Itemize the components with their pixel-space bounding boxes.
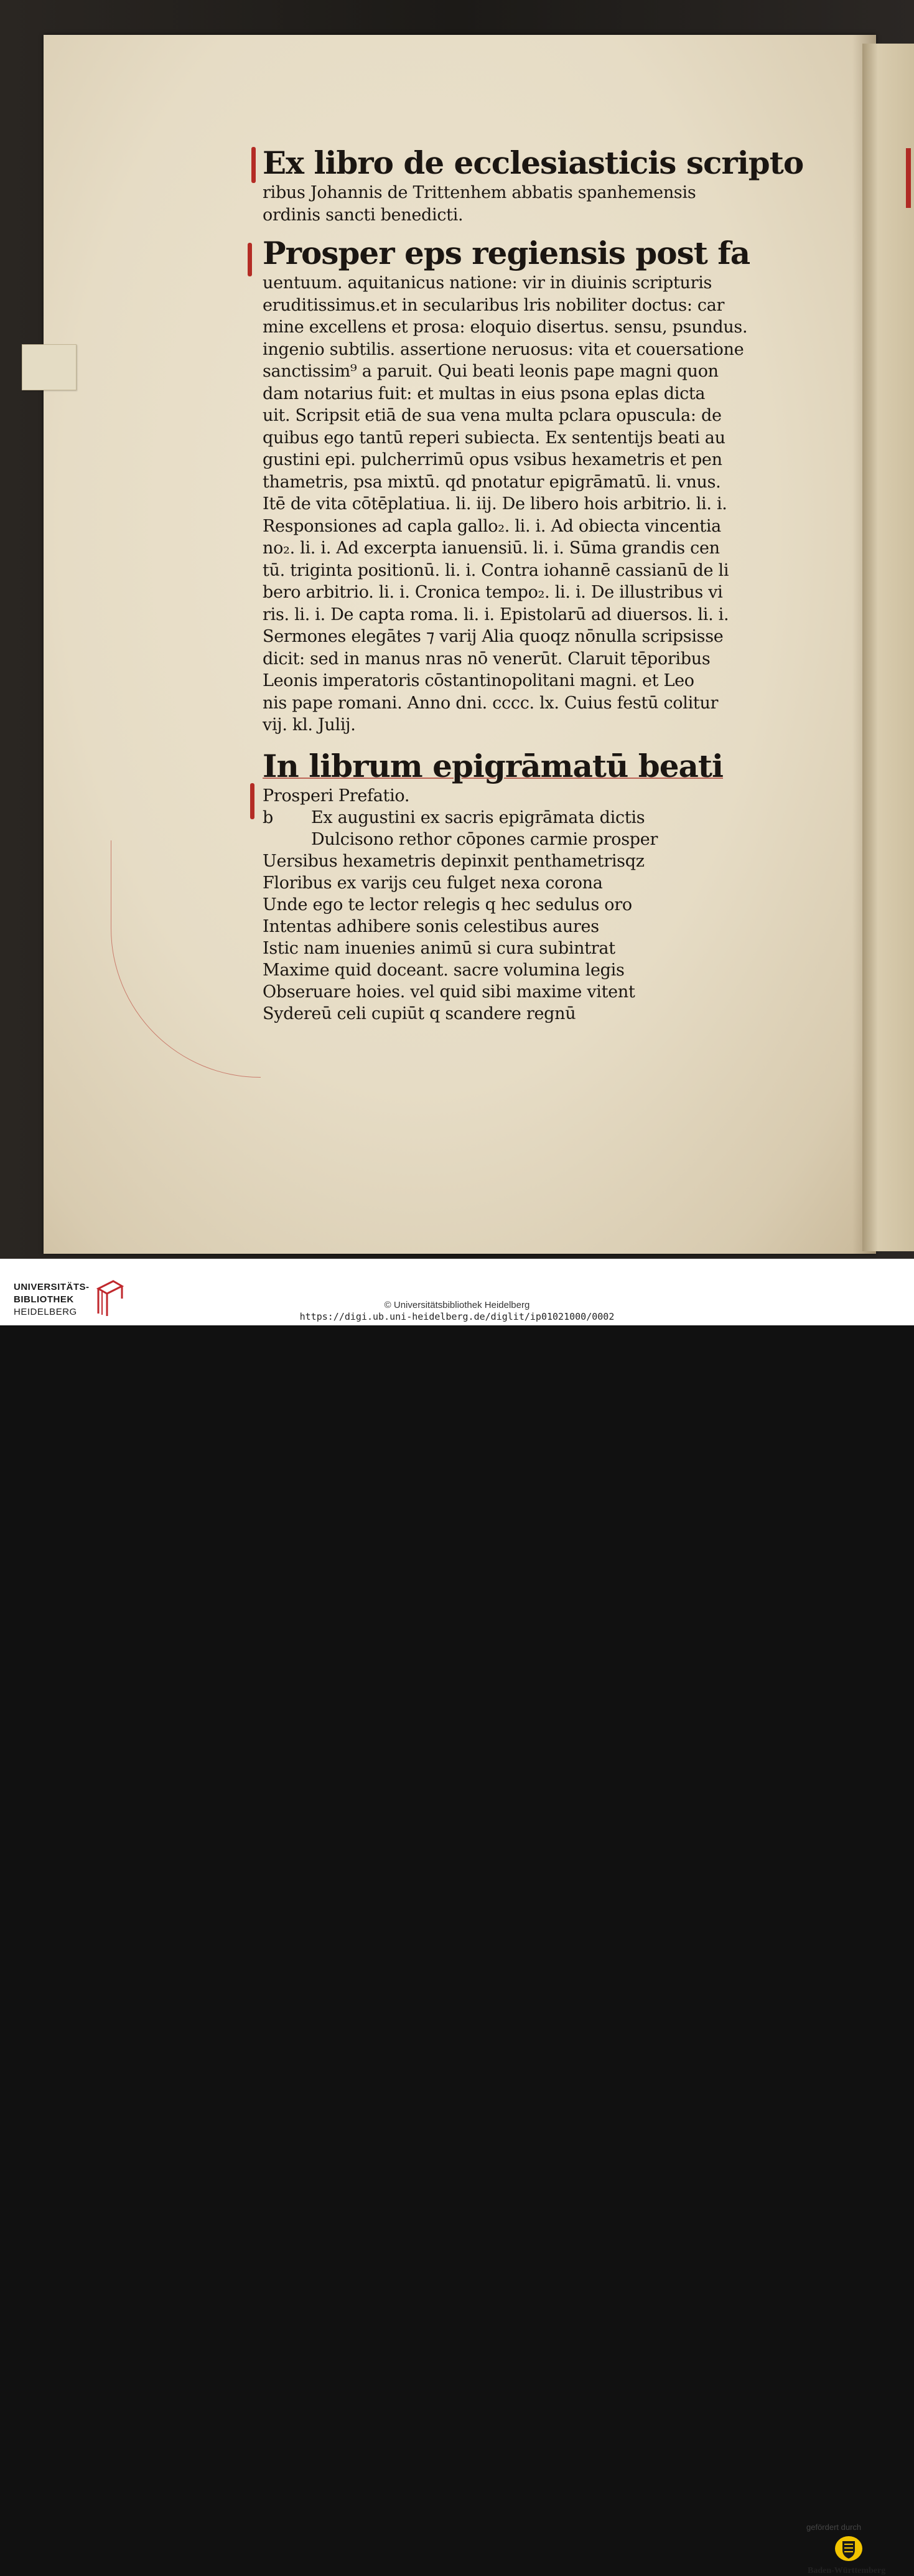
text-line: ordinis sancti benedicti. (263, 205, 464, 225)
text-line: dicit: sed in manus nras nō venerūt. Claruit tēporibus (263, 649, 711, 669)
heading-ecclesiastical-writers: Ex libro de ecclesiasticis scripto (263, 144, 804, 181)
text-line: eruditissimus.et in secularibus lris nobiliter doctus: car (263, 295, 725, 315)
text-line: vij. kl. Julij. (263, 715, 356, 735)
verse-line: Intentas adhibere sonis celestibus aures (263, 917, 599, 936)
verse-line: Unde ego te lector relegis q hec sedulus oro (263, 895, 632, 914)
text-line: gustini epi. pulcherrimū opus vsibus hexametris et pen (263, 450, 722, 469)
verse-line: Istic nam inuenies animū si cura subintrat (263, 939, 615, 958)
library-name-line-3: HEIDELBERG (14, 1307, 77, 1317)
verse-line: Dulcisono rethor cōpones carmie prosper (311, 830, 658, 849)
text-line: sanctissim⁹ a paruit. Qui beati leonis pape magni quon (263, 362, 719, 381)
text-line: thametris, psa mixtū. qd pnotatur epigrāmatū. li. vnus. (263, 472, 721, 492)
text-line: Responsiones ad capla gallo₂. li. i. Ad obiecta vincentia (263, 516, 721, 536)
text-line: mine excellens et prosa: eloquio disertus. sensu, psundus. (263, 317, 748, 337)
text-line: Sermones elegātes ⁊ varij Alia quoqz nōnulla scripsisse (263, 627, 724, 646)
sponsor-label: gefördert durch (806, 2522, 862, 2532)
library-name-line-1: UNIVERSITÄTS- (14, 1282, 90, 1292)
scan-background (0, 0, 914, 1259)
text-line: nis pape romani. Anno dni. cccc. lx. Cuius festū colitur (263, 693, 719, 713)
text-line: ingenio subtilis. assertione neruosus: vita et couersatione (263, 339, 744, 359)
text-line: bero arbitrio. li. i. Cronica tempo₂. li. i. De illustribus vi (263, 583, 723, 602)
verse-line: Maxime quid doceant. sacre volumina legis (263, 961, 625, 980)
permalink-url[interactable]: https://digi.ub.uni-heidelberg.de/diglit/ip01021000/0002 (299, 1311, 615, 1322)
text-line: no₂. li. i. Ad excerpta ianuensiū. li. i. Sūma grandis cen (263, 538, 720, 558)
paper-tab-marker (22, 344, 77, 390)
text-column (263, 141, 804, 1025)
verse-line: Floribus ex varijs ceu fulget nexa corona (263, 873, 603, 893)
verse-block (263, 807, 754, 1025)
text-line: Leonis imperatoris cōstantinopolitani magni. et Leo (263, 671, 694, 690)
text-line: uentuum. aquitanicus natione: vir in diuinis scripturis (263, 273, 712, 293)
facing-page-edge (862, 44, 914, 1251)
rubric-stroke-3 (250, 783, 254, 819)
verse-text: Ex augustini ex sacris epigrāmata dictis (311, 808, 645, 827)
text-line: ribus Johannis de Trittenhem abbatis spanhemensis (263, 183, 696, 202)
verse-line: Sydereū celi cupiūt q scandere regnū (263, 1004, 576, 1023)
heading-prosper: Prosper eps regiensis post fa (263, 235, 750, 271)
rubric-stroke-2 (248, 243, 252, 276)
text-line: uit. Scripsit etiā de sua vena multa pclara opuscula: de (263, 406, 722, 425)
text-line: Itē de vita cōtēplatiua. li. iij. De libero hois arbitrio. li. i. (263, 494, 727, 514)
text-line: tū. triginta positionū. li. i. Contra iohannē cassianū de li (263, 560, 729, 580)
rubric-stroke-1 (251, 147, 256, 183)
text-line: dam notarius fuit: et multas in eius psona eplas dicta (263, 383, 706, 403)
library-name-line-2: BIBLIOTHEK (14, 1294, 74, 1305)
verse-line: Obseruare hoies. vel quid sibi maxime vitent (263, 982, 635, 1002)
coat-of-arms-icon (834, 2535, 864, 2562)
copyright-notice: © Universitätsbibliothek Heidelberg (384, 1300, 530, 1310)
sponsor-name: Baden-Württemberg (808, 2566, 886, 2575)
verse-marker: b (263, 808, 273, 827)
text-line: quibus ego tantū reperi subiecta. Ex sententijs beati au (263, 428, 725, 448)
preface-title: Prosperi Prefatio. (263, 786, 410, 806)
heading-epigrams: In librum epigrāmatū beati (263, 747, 723, 784)
text-line: ris. li. i. De capta roma. li. i. Epistolarū ad diuersos. li. i. (263, 604, 729, 624)
facing-page-red-mark (906, 148, 911, 208)
verse-line (263, 807, 754, 829)
verse-line: Uersibus hexametris depinxit penthametrisqz (263, 852, 645, 871)
